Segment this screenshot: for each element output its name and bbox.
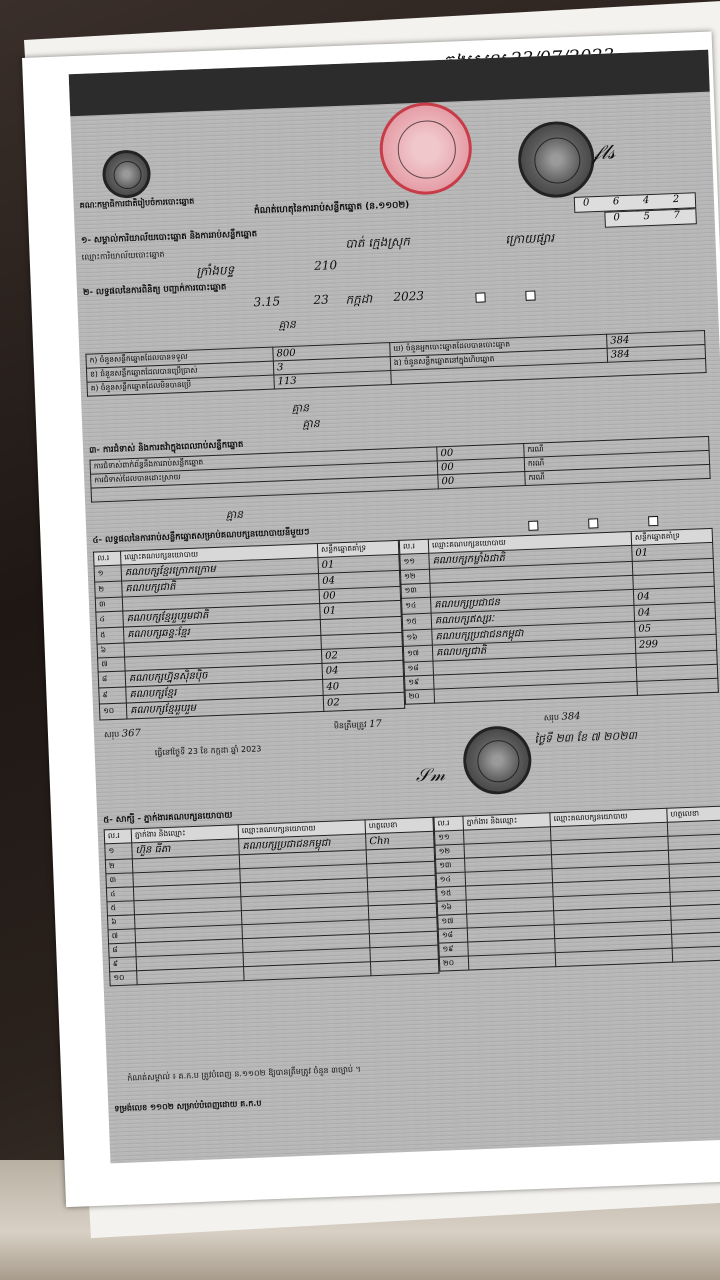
code-box-1: 0 6 4 2 [574,192,697,213]
row-number: ១៥ [402,613,432,630]
row-number: ២ [105,859,133,874]
votes-table-left: ល.រ ឈ្មោះគណបក្សនយោបាយ សន្លឹកឆ្នោតគាំទ្រ ១ គណបក្សខ្មែរក្រោកក្រោម 01 ២ គណបក្សជាតិ 04 ៣ 00 ៤ គណបក្សខ្មែររួបរួមជាតិ 01 ៥ គណបក្សឆន្ទៈខ្មែរ ៦ ៧ 02 ៨ គណបក្សហ្វ៊ុនស៊ិនប៉ិច 04 ៩ គណបក្សខ្មែរ 40 ១០ គណបក្សខ្មែររួបរួម 02 [93,540,405,721]
station-name-label: ឈ្មោះការិយាល័យបោះឆ្នោត [81,249,165,262]
vote-count: 01 [320,600,402,619]
black-seal-2-icon [462,725,533,796]
option-checkbox-1[interactable] [528,521,538,531]
section5-heading: ៥- សាក្សី - ភ្នាក់ងារគណបក្សនយោបាយ [103,810,233,826]
row-number: ៤ [96,611,124,628]
agent-name: ហ៊ួន ធីតា [132,839,240,859]
province-value: បាត់ ក្មេងស្រុក [345,234,411,251]
agent-party: គណបក្សប្រជាជនកម្ពុជា [239,834,367,855]
party-name: គណបក្សប្រជាជនកម្ពុជា [432,621,635,645]
objection-label: ការជំទាស់ពាក់ព័ន្ធនឹងការរាប់សន្លឹកឆ្នោត [90,447,437,474]
vote-count: 01 [632,542,714,561]
form-title: កំណត់ហេតុនៃការរាប់សន្លឹកឆ្នោត (ន.១១០២) [253,200,410,217]
section2-heading: ២- លទ្ធផលនៃការពិនិត្យ បញ្ជាក់ការបោះឆ្នោត [82,282,227,298]
party-name: គណបក្សខ្មែរក្រោកក្រោម [121,558,318,582]
section1-heading: ១- សម្គាល់ការិយាល័យបោះឆ្នោត និងការរាប់សន្លឹកឆ្នោត [80,229,258,246]
row-number: ១០ [110,971,138,986]
vote-count: 299 [635,634,717,653]
section4-heading: ៤- លទ្ធផលនៃការរាប់សន្លឹកឆ្នោតសម្រាប់គណបក្សនយោបាយនីមួយៗ [92,527,310,546]
row-number: ៧ [98,657,126,672]
row-number: ៨ [109,943,137,958]
row-number: ១២ [435,844,465,859]
row-b-value: 3 [276,362,284,374]
date-line: ធ្វើនៅថ្ងៃទី 23 ខែ កក្កដា ឆ្នាំ 2023 [154,744,262,758]
agents-table-right: ល.រ ភ្នាក់ងារ និងឈ្មោះ ឈ្មោះគណបក្សនយោបាយ ហត្ថលេខា ១១ ១២ ១៣ ១៤ ១៥ ១៦ ១៧ ១៨ ១៩ ២០ [433,806,720,972]
grand-total-value: 384 [561,711,581,723]
vote-count: 04 [322,660,404,679]
date-value: 23 [313,292,330,307]
row-number: ១០ [99,703,127,720]
row-number: ១៧ [403,645,433,662]
party-name: គណបក្សឆន្ទៈខ្មែរ [123,619,320,643]
row-number: ១១ [400,553,430,570]
commune-value: ក្រោយផ្សារ [505,230,555,247]
row-number: ៨ [98,671,126,688]
row-number: ១៧ [438,914,468,929]
row-number: ៦ [97,643,125,658]
option-checkbox-2[interactable] [588,518,598,528]
row-number: ១៨ [404,661,434,676]
party-name: គណបក្សជាតិ [432,637,635,661]
row-number: ១៨ [438,928,468,943]
row-number: ៣ [95,597,123,612]
year-value: 2023 [393,288,425,304]
valid-total-row: សរុប 367 [103,727,142,740]
row-number: ១៤ [402,597,432,614]
vote-count: 05 [635,618,717,637]
valid-total-value: 367 [121,727,142,740]
section2-table [85,330,706,397]
vote-count: 00 [319,586,400,603]
unresolved-value: 00 [441,475,455,488]
votes-table-right: ល.រ ឈ្មោះគណបក្សនយោបាយ សន្លឹកឆ្នោតគាំទ្រ ១១ គណបក្សកម្លាំងជាតិ 01 ១២ ១៣ ១៤ គណបក្សប្រជាជន 04 ១៥ គណបក្សឥស្សរៈ 04 ១៦ គណបក្សប្រជាជនកម្ពុជា 05 ១៧ គណបក្សជាតិ 299 ១៨ ១៩ ២០ [399,528,719,705]
row-number: ៤ [106,887,134,902]
row-b-label: ខ) ចំនួនសន្លឹកឆ្នោតដែលបានប្រើប្រាស់ [86,361,273,382]
party-name: គណបក្សហ្វ៊ុនស៊ិនប៉ិច [125,663,322,687]
document-sheet [22,32,720,1208]
org-name: គណៈកម្មាធិការជាតិរៀបចំការបោះឆ្នោត [79,196,195,210]
row-number: ២០ [405,689,435,704]
vote-count: 01 [318,554,400,573]
vote-count [637,678,718,695]
row-number: ៩ [109,957,137,972]
row-number: ៩ [99,687,127,704]
vote-count: 04 [319,570,401,589]
row-number: ១២ [400,569,430,584]
vote-count: 04 [633,586,715,605]
row-number: ១៦ [437,900,467,915]
party-name: គណបក្សជាតិ [122,573,319,597]
row-number: ២ [95,581,123,598]
vote-count: 40 [323,676,405,695]
party-name: គណបក្សខ្មែរ [126,679,323,703]
row-number: ៣ [106,873,134,888]
row-number: ៥ [96,627,124,644]
row-number: ១ [105,843,133,860]
agent-signature [370,959,438,976]
village-value: ក្រាំងបទ្ទ [196,263,235,279]
grand-total-row: សរុប 384 [543,711,581,723]
note-2-value: គ្មាន [291,401,310,415]
vote-count: 02 [321,646,402,663]
note-3-value: គ្មាន [302,416,320,431]
party-name: គណបក្សប្រជាជន [431,589,634,613]
date-right: ថ្ងៃទី ២៣ ខែ ៧ ២០២៣ [534,728,638,746]
male-checkbox[interactable] [475,292,485,302]
month-value: កក្កដា [345,291,373,307]
row-d-value: 384 [610,334,630,347]
row-c-value: 113 [277,375,297,388]
row-number: ១៩ [439,942,469,957]
agent-name [468,953,555,970]
section3-note: គ្មាន [225,507,244,522]
row-c-label: គ) ចំនួនសន្លឹកឆ្នោតដែលមិនបានប្រើ [87,375,274,396]
agents-table-left: ល.រ ភ្នាក់ងារ និងឈ្មោះ ឈ្មោះគណបក្សនយោបាយ ហត្ថលេខា ១ ហ៊ួន ធីតា គណបក្សប្រជាជនកម្ពុជា Chn ២ ៣ ៤ ៥ ៦ ៧ ៨ ៩ ១០ [104,817,440,987]
objection-value: 00 [440,447,454,460]
party-name: គណបក្សខ្មែររួបរួមជាតិ [123,603,320,627]
row-number: ១៦ [403,629,433,646]
section3-heading: ៣- ការជំទាស់ និងការតវ៉ាក្នុងពេលរាប់សន្លឹកឆ្នោត [88,439,244,456]
row-number: ១៤ [436,872,466,887]
emblem-icon [102,149,152,199]
row-number: ៧ [108,929,136,944]
black-seal-icon [517,120,596,199]
invalid-total-row: មិនត្រឹមត្រូវ 17 [333,718,383,731]
row-e-value: 384 [610,348,631,361]
row-number: ៦ [107,915,135,930]
row-number: ១៣ [401,583,431,598]
resolved-value: 00 [440,461,454,474]
code-box-2: 0 5 7 [604,208,697,228]
agent-signature [672,946,720,962]
invalid-total-value: 17 [368,718,383,731]
party-name: គណបក្សខ្មែររួបរួម [126,695,323,719]
row-number: ២០ [439,956,469,971]
row-number: ១៩ [405,675,435,690]
vote-count: 02 [323,692,405,711]
footer-note: កំណត់សម្គាល់ ៖ គ.ក.ប ត្រូវបំពេញ ន.១១០២ ឱ្យបានត្រឹមត្រូវ ចំនួន ៣ច្បាប់ ។ [127,1064,361,1083]
section3-table: ការជំទាស់ពាក់ព័ន្ធនឹងការរាប់សន្លឹកឆ្នោត 00 ករណី ការជំទាស់ដែលបានដោះស្រាយ 00 ករណី 00 ករណី [89,436,710,503]
agent-signature: Chn [366,831,435,850]
time-value: 3.15 [253,294,281,310]
signature-top: 𝒻𝓁𝓈 [591,139,616,165]
form-print [69,50,720,1164]
party-name: គណបក្សកម្លាំងជាតិ [429,545,632,569]
agent-name [137,967,244,985]
station-number-value: 210 [313,258,338,273]
row-number: ១៣ [436,858,466,873]
red-seal-icon [378,101,473,196]
row-number: ១១ [434,830,464,845]
vote-count: 04 [634,602,716,621]
option-checkbox-3[interactable] [648,516,658,526]
row-number: ៥ [107,901,135,916]
note-1-value: គ្មាន [278,317,297,332]
resolved-label: ការជំទាស់ដែលបានដោះស្រាយ [91,461,438,488]
row-number: ១៥ [437,886,467,901]
row-d-label: ឃ) ចំនួនអ្នកបោះឆ្នោតដែលបានបោះឆ្នោត [390,334,607,356]
form-code: ទម្រង់លេខ ១១០២ សម្រាប់បំពេញដោយ គ.ក.ប [114,1098,262,1114]
party-name: គណបក្សឥស្សរៈ [431,605,634,629]
row-number: ១ [94,565,122,582]
row-e-label: ង) ចំនួនសន្លឹកឆ្នោតនៅក្នុងហិបឆ្នោត [390,348,607,370]
signature-chair: 𝒮𝓂 [415,764,446,787]
row-a-value: 800 [276,347,296,360]
row-a-label: ក) ចំនួនសន្លឹកឆ្នោតដែលបានទទួល [86,347,273,368]
female-checkbox[interactable] [525,290,535,300]
